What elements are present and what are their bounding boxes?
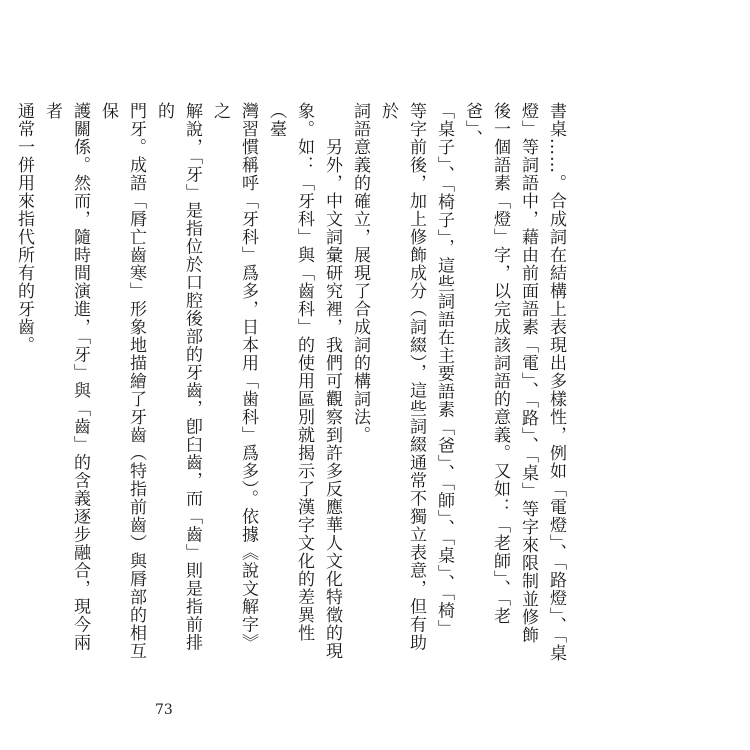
text-line: 詞語意義的確立，展現了合成詞的構詞法。 [350, 102, 370, 444]
text-line: 通常一併用來指代所有的牙齒。 [14, 102, 34, 354]
text-line: 另外，中文詞彙研究裡，我們可觀察到許多反應華人文化特徵的現 [322, 102, 342, 660]
vertical-text-block [10, 102, 570, 662]
text-line: 解說，「牙」是指位於口腔後部的牙齒，卽臼齒，而「齒」則是指前排的 [154, 102, 202, 652]
text-line: 後一個語素「燈」字，以完成該詞語的意義。又如：「老師」、「老爸」、 [462, 102, 510, 625]
text-line: 灣習慣稱呼「牙科」爲多，日本用「歯科」爲多）。依據《說文解字》之 [210, 102, 258, 652]
text-line: 「桌子」、「椅子」，這些詞語在主要語素「爸」、「師」、「桌」、「椅」 [434, 102, 454, 638]
page-number: 73 [155, 702, 173, 718]
text-line: 門牙。成語「脣亡齒寒」形象地描繪了牙齒（特指前齒）與脣部的相互保 [98, 102, 146, 660]
text-line: 象。如：「牙科」與「齒科」的使用區別就揭示了漢字文化的差異性（臺 [266, 102, 314, 642]
text-line: 等字前後，加上修飾成分（詞綴），這些詞綴通常不獨立表意，但有助於 [378, 102, 426, 652]
text-line: 燈」等詞語中，藉由前面語素「電」、「路」、「桌」等字來限制並修飾 [518, 102, 538, 644]
text-line: 書桌……。合成詞在結構上表現出多樣性，例如「電燈」、「路燈」、「桌 [546, 102, 566, 662]
text-line: 護關係。然而，隨時間演進，「牙」與「齒」的含義逐步融合，現今兩者 [42, 102, 90, 652]
